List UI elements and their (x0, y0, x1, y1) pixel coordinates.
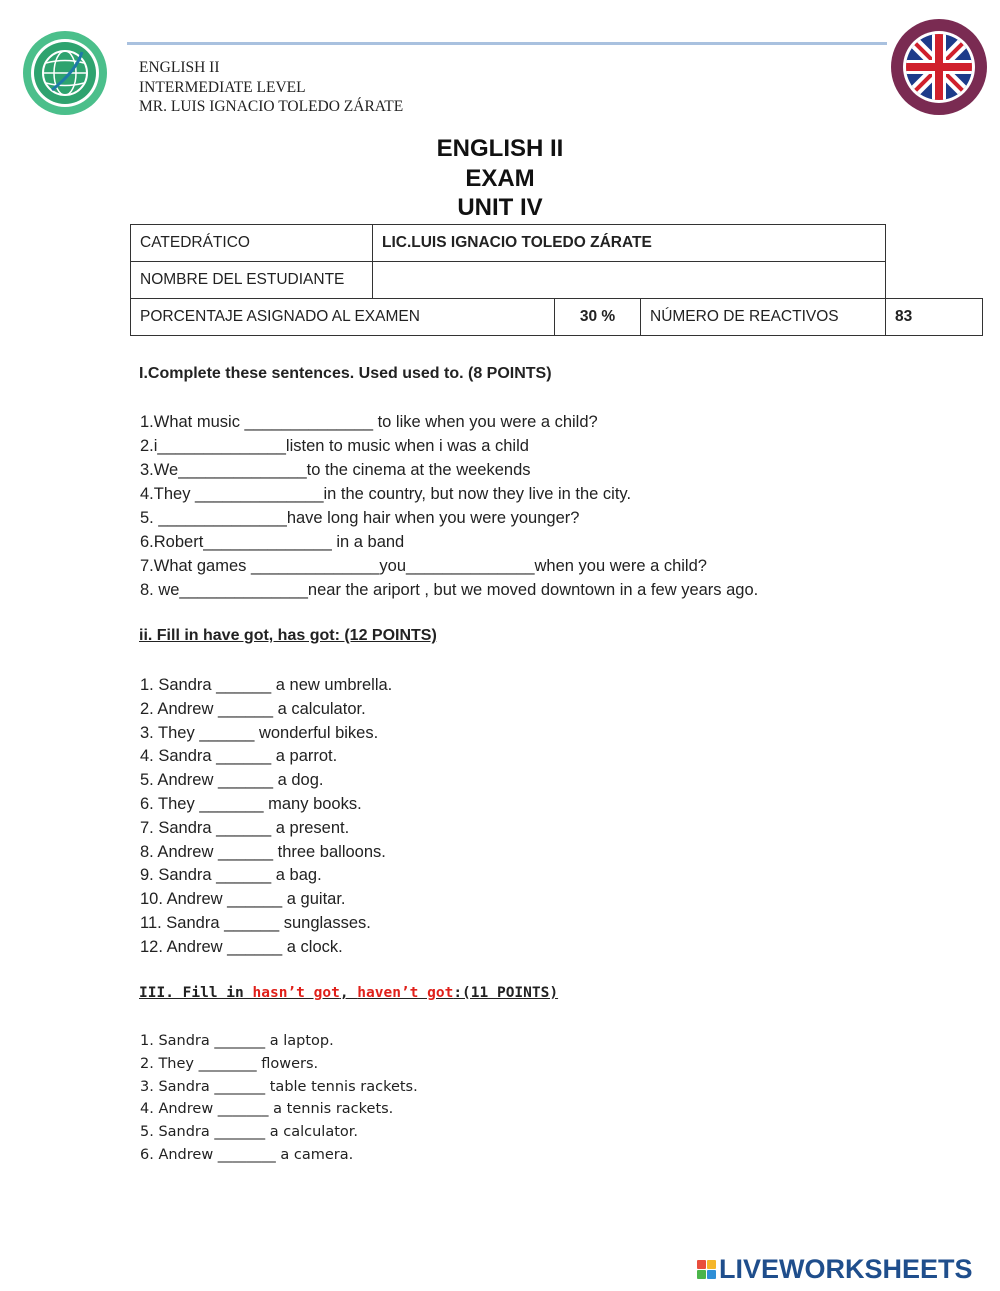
question-item[interactable]: 4.They ______________in the country, but now they live in the city. (140, 485, 632, 503)
liveworksheets-logo-icon (697, 1260, 716, 1279)
liveworksheets-wordmark: LIVEWORKSHEETS (719, 1253, 973, 1284)
section-3-title-suffix: :(11 POINTS) (453, 985, 559, 1001)
question-item[interactable]: 7. Sandra ______ a present. (140, 818, 350, 837)
header-rule (127, 42, 887, 45)
title-line-1: ENGLISH II (436, 135, 564, 162)
logo-block-l (697, 1260, 706, 1269)
title-line-3: UNIT IV (457, 194, 543, 221)
exam-info-table (130, 224, 983, 336)
section-3-questions (140, 1030, 418, 1167)
course-level: INTERMEDIATE LEVEL (139, 78, 306, 96)
reactivos-value: 83 (886, 299, 983, 336)
section-3-title-havent-got: haven’t got (357, 985, 454, 1001)
english-teacher-logo (890, 18, 988, 116)
logo-block-i (707, 1260, 716, 1269)
question-item[interactable]: 11. Sandra ______ sunglasses. (140, 913, 371, 932)
section-3-title-prefix: III. Fill in (139, 985, 253, 1001)
course-name: ENGLISH II (139, 59, 220, 76)
question-item[interactable]: 6. They _______ many books. (140, 794, 362, 813)
question-item[interactable]: 3. Sandra _______ table tennis rackets. (140, 1078, 418, 1095)
question-item[interactable]: 4. Andrew _______ a tennis rackets. (140, 1101, 394, 1118)
section-1-questions (140, 410, 758, 602)
question-item[interactable]: 12. Andrew ______ a clock. (140, 937, 343, 956)
section-3-title (139, 985, 558, 1001)
liveworksheets-brand[interactable] (697, 1254, 973, 1284)
school-seal-logo (22, 30, 108, 116)
table-row (131, 262, 983, 299)
section-2-title: ii. Fill in have got, has got: (12 POINTS) (139, 627, 437, 644)
question-item[interactable]: 1. Sandra ______ a new umbrella. (140, 676, 393, 694)
question-item[interactable]: 5. ______________have long hair when you were younger? (140, 509, 580, 527)
section-1-title: I.Complete these sentences. Used used to. (8 POINTS) (139, 365, 552, 382)
question-item[interactable]: 2. They ________ flowers. (140, 1055, 319, 1072)
logo-block-e (707, 1270, 716, 1279)
course-header (139, 58, 403, 117)
question-item[interactable]: 3.We______________to the cinema at the weekends (140, 461, 531, 479)
section-2-questions (140, 674, 392, 960)
question-item[interactable]: 6.Robert______________ in a band (140, 533, 405, 551)
question-item[interactable]: 5. Sandra _______ a calculator. (140, 1124, 358, 1141)
question-item[interactable]: 8. we______________near the ariport , but we moved downtown in a few years ago. (140, 581, 759, 599)
catedratico-label: CATEDRÁTICO (131, 225, 373, 262)
reactivos-label: NÚMERO DE REACTIVOS (641, 299, 886, 336)
question-item[interactable]: 2. Andrew ______ a calculator. (140, 699, 366, 718)
question-item[interactable]: 1. Sandra _______ a laptop. (140, 1033, 334, 1049)
teacher-name: MR. LUIS IGNACIO TOLEDO ZÁRATE (139, 98, 404, 115)
question-item[interactable]: 4. Sandra ______ a parrot. (140, 747, 338, 766)
question-item[interactable]: 10. Andrew ______ a guitar. (140, 890, 346, 909)
title-line-2: EXAM (465, 164, 535, 192)
section-3-title-hasnt-got: hasn’t got (252, 985, 340, 1001)
question-item[interactable]: 3. They ______ wonderful bikes. (140, 723, 379, 742)
student-name-field[interactable] (373, 262, 886, 299)
question-item[interactable]: 9. Sandra ______ a bag. (140, 866, 322, 885)
question-item[interactable]: 2.i______________listen to music when i was a child (140, 437, 529, 455)
section-3-title-separator: , (339, 985, 358, 1001)
porcentaje-label: PORCENTAJE ASIGNADO AL EXAMEN (131, 299, 555, 336)
porcentaje-value: 30 % (555, 299, 641, 336)
question-item[interactable]: 1.What music ______________ to like when you were a child? (140, 413, 598, 431)
table-row (131, 299, 983, 336)
table-row (131, 225, 983, 262)
question-item[interactable]: 6. Andrew ________ a camera. (140, 1146, 354, 1163)
estudiante-label: NOMBRE DEL ESTUDIANTE (131, 262, 373, 299)
question-item[interactable]: 8. Andrew ______ three balloons. (140, 842, 386, 861)
logo-block-v (697, 1270, 706, 1279)
exam-title (300, 134, 700, 223)
question-item[interactable]: 7.What games ______________you______________when you were a child? (140, 557, 707, 575)
catedratico-value: LIC.LUIS IGNACIO TOLEDO ZÁRATE (373, 225, 886, 262)
question-item[interactable]: 5. Andrew ______ a dog. (140, 771, 324, 790)
